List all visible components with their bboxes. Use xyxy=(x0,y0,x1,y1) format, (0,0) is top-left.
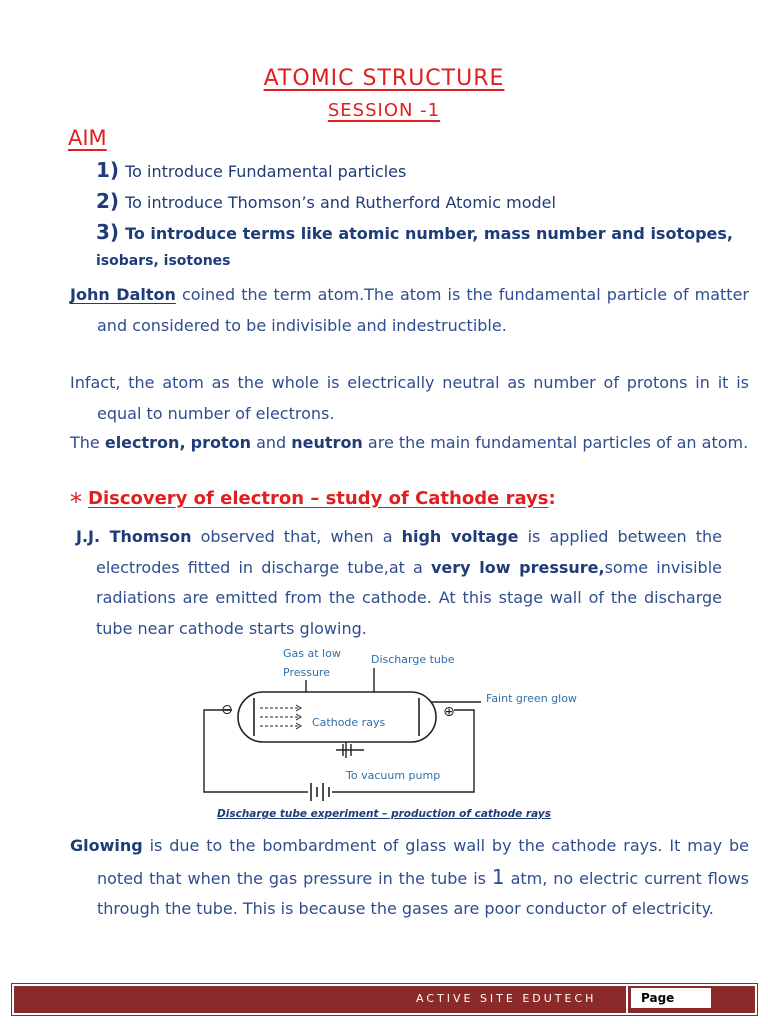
glow-label: Faint green glow xyxy=(486,692,577,705)
battery xyxy=(311,783,329,801)
circuit-left-wire xyxy=(204,710,308,792)
cathode-ray-arrows xyxy=(260,708,300,726)
aim-item-1: 1) To introduce Fundamental particles xyxy=(96,158,407,182)
diagram-caption: Discharge tube experiment – production of cathode rays xyxy=(217,808,551,820)
tube-label: Discharge tube xyxy=(371,653,455,666)
aim-item-3-continued: isobars, isotones xyxy=(96,253,231,269)
footer-divider xyxy=(626,986,628,1013)
footer-bar xyxy=(12,984,757,1015)
particles-paragraph: The electron, proton and neutron are the main fundamental particles of an atom. xyxy=(70,433,749,452)
page-title: ATOMIC STRUCTURE xyxy=(263,66,505,91)
discovery-heading: * Discovery of electron – study of Cathode rays: xyxy=(70,488,556,516)
thomson-paragraph: J.J. Thomson observed that, when a high voltage is applied between the electrodes fitted in discharge tube,at a very low pressure,some invisible radiations are emitted from the cathode. At this stage wall of the discharge tube near cathode starts glowing. xyxy=(76,527,723,638)
plus-terminal-icon: ⊕ xyxy=(443,704,455,720)
vacuum-valve xyxy=(336,744,364,756)
dalton-paragraph: John Dalton coined the term atom.The atom is the fundamental particle of matter and considered to be indivisible and indestructible. xyxy=(70,285,750,335)
aim-item-3: 3) To introduce terms like atomic number, mass number and isotopes, xyxy=(96,220,733,244)
minus-terminal-icon: ⊖ xyxy=(221,702,233,718)
vacuum-pump-label: To vacuum pump xyxy=(346,769,441,782)
gas-label-line1: Gas at low xyxy=(283,647,341,660)
aim-heading: AIM xyxy=(68,126,107,150)
glowing-paragraph: Glowing is due to the bombardment of glass wall by the cathode rays. It may be noted that when the gas pressure in the tube is 1 atm, no electric current flows through the tube. This is because the gases are poor conductor of electricity. xyxy=(70,836,749,918)
aim-item-2: 2) To introduce Thomson’s and Rutherford Atomic model xyxy=(96,189,556,213)
footer-brand: ACTIVE SITE EDUTECH xyxy=(416,992,597,1005)
gas-label-line2: Pressure xyxy=(283,666,330,679)
footer-page-label: Page xyxy=(631,988,711,1008)
cathode-rays-label: Cathode rays xyxy=(312,716,386,729)
session-label: SESSION -1 xyxy=(327,100,441,121)
infact-paragraph: Infact, the atom as the whole is electrically neutral as number of protons in it is equal to number of electrons. xyxy=(70,373,749,423)
